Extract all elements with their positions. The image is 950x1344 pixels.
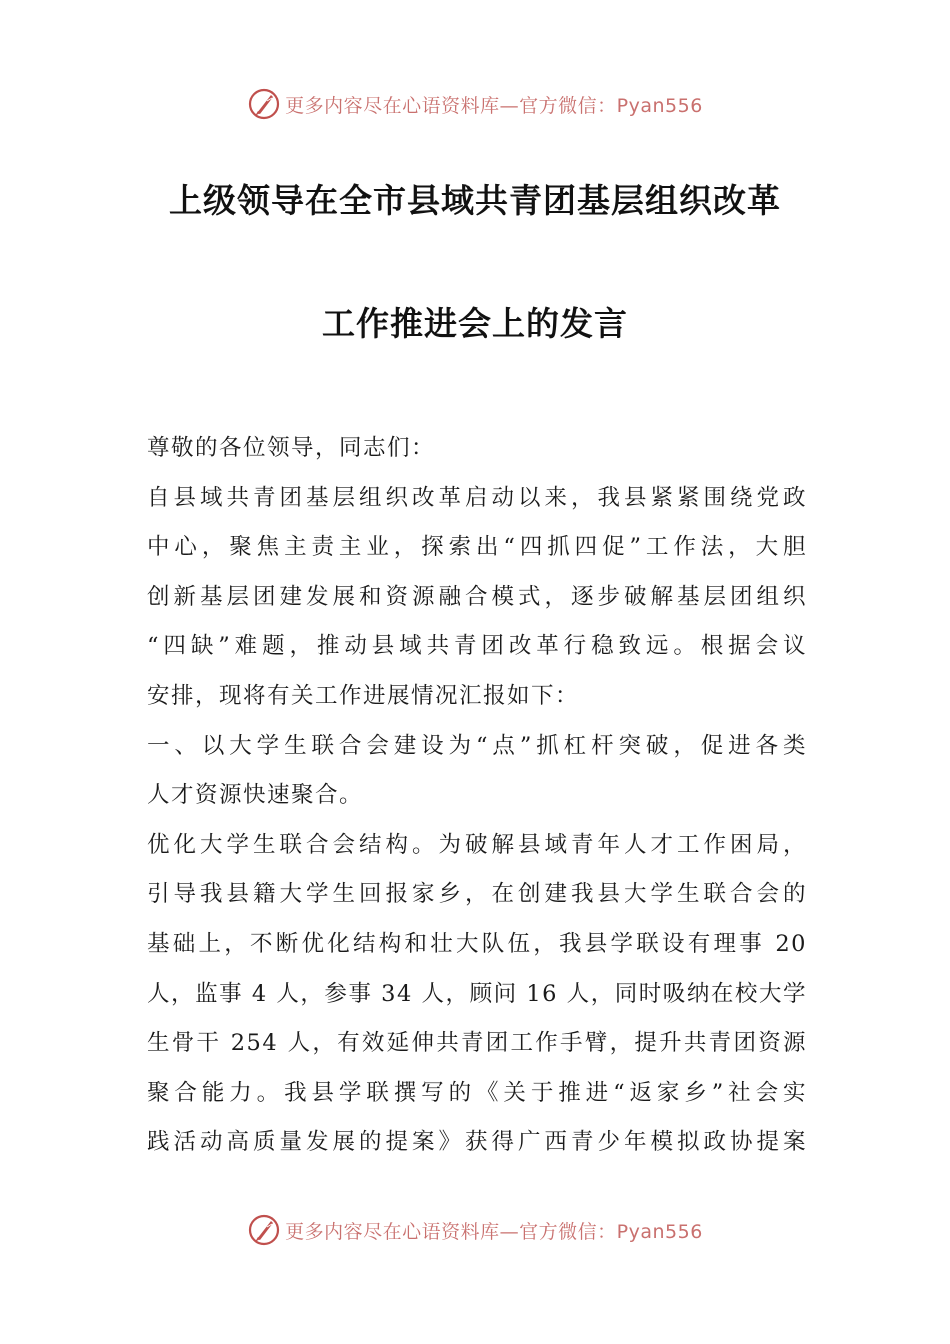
- body-line: 一、以大学生联合会建设为“点”抓杠杆突破，促进各类: [147, 732, 807, 759]
- body-line: 创新基层团建发展和资源融合模式，逐步破解基层团组织: [147, 583, 807, 610]
- footer-banner: [0, 1210, 950, 1250]
- document-body: [147, 424, 807, 1168]
- quill-logo-icon: [247, 1213, 281, 1247]
- header-wechat-id: Pyan556: [616, 94, 703, 117]
- body-line: 尊敬的各位领导，同志们：: [147, 435, 436, 461]
- body-line: 引导我县籍大学生回报家乡，在创建我县大学生联合会的: [147, 881, 807, 908]
- body-line: 人，监事 4 人，参事 34 人，顾问 16 人，同时吸纳在校大学: [147, 980, 807, 1007]
- document-title-line-1: 上级领导在全市县域共青团基层组织改革: [169, 181, 781, 220]
- body-line: 自县域共青团基层组织改革启动以来，我县紧紧围绕党政: [147, 484, 807, 511]
- body-line: 践活动高质量发展的提案》获得广西青少年模拟政协提案: [147, 1129, 807, 1156]
- header-banner: [0, 84, 950, 124]
- body-line: 安排，现将有关工作进展情况汇报如下：: [147, 682, 580, 709]
- footer-wechat-id: Pyan556: [616, 1220, 703, 1243]
- footer-banner-text: 更多内容尽在心语资料库—官方微信：Pyan556: [285, 1220, 703, 1243]
- body-line: 聚合能力。我县学联撰写的《关于推进“返家乡”社会实: [147, 1079, 807, 1106]
- body-line: 生骨干 254 人，有效延伸共青团工作手臂，提升共青团资源: [147, 1030, 807, 1057]
- quill-logo-icon: [247, 87, 281, 121]
- document-title-line-2: 工作推进会上的发言: [322, 304, 628, 343]
- body-line: 基础上，不断优化结构和壮大队伍，我县学联设有理事 20: [147, 930, 807, 957]
- body-line: 人才资源快速聚合。: [147, 782, 364, 809]
- body-line: “四缺”难题，推动县域共青团改革行稳致远。根据会议: [147, 633, 807, 660]
- body-line: 优化大学生联合会结构。为破解县域青年人才工作困局，: [147, 831, 807, 858]
- body-line: 中心，聚焦主责主业，探索出“四抓四促”工作法，大胆: [147, 534, 807, 561]
- header-banner-text: 更多内容尽在心语资料库—官方微信：Pyan556: [285, 94, 703, 117]
